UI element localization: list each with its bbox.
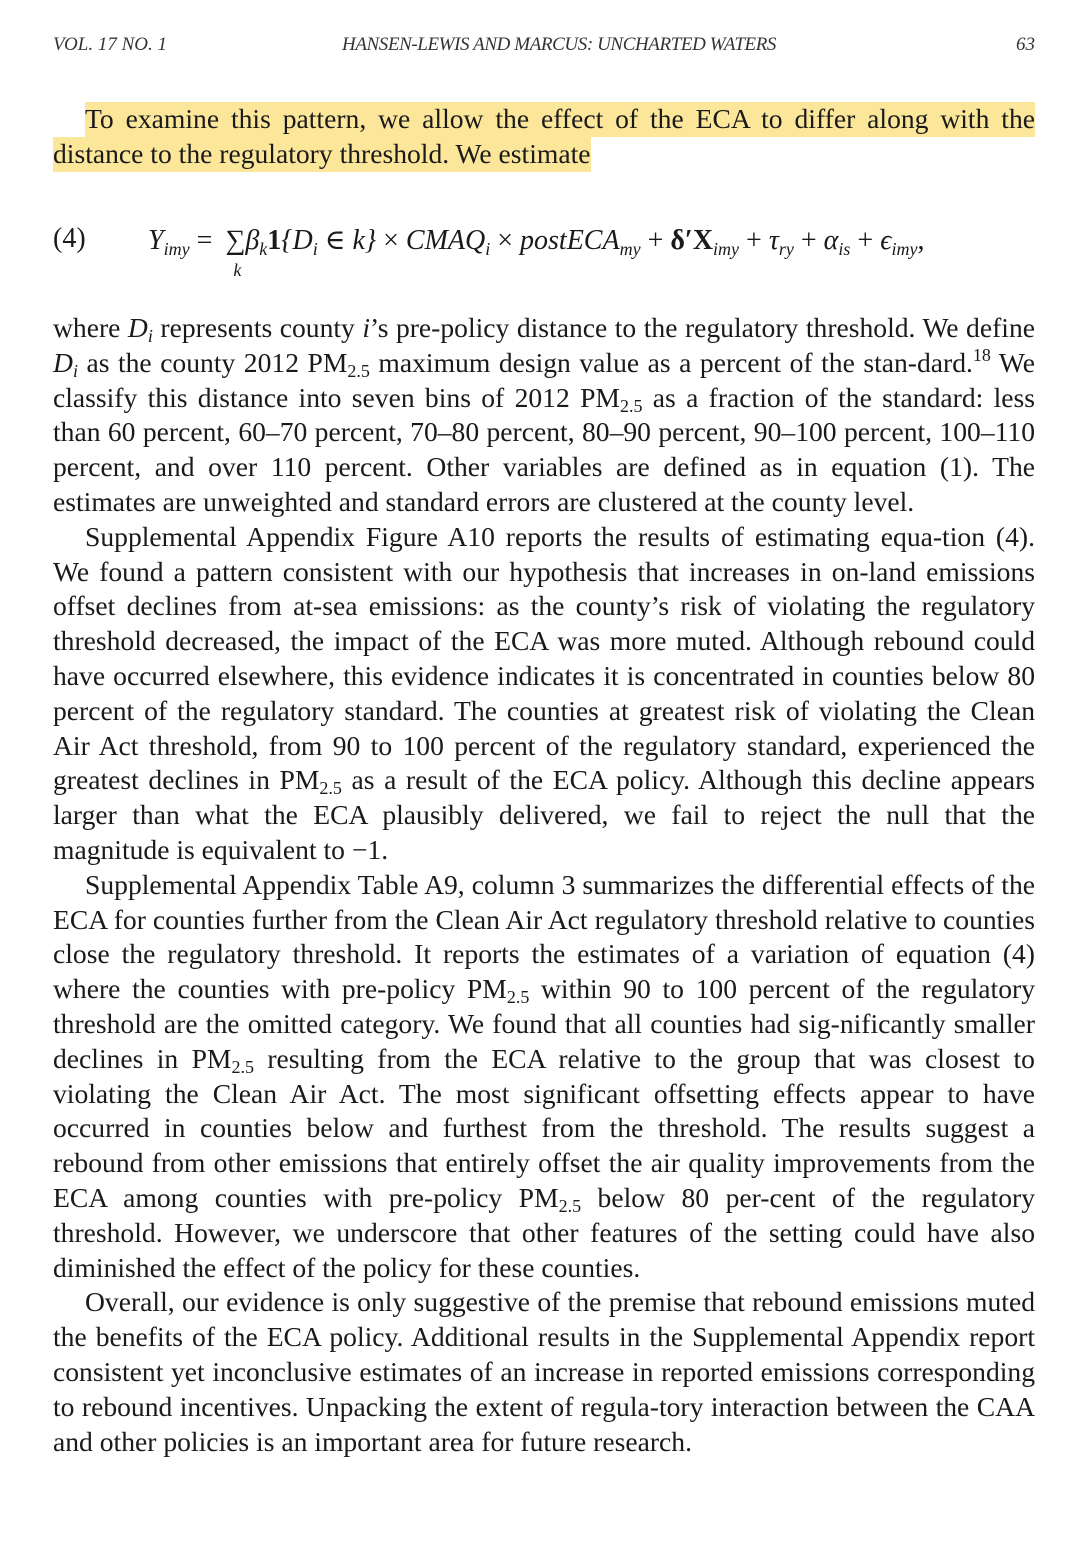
volume-label: VOL. 17 NO. 1 xyxy=(53,34,167,55)
paragraph-2: Supplemental Appendix Figure A10 reports the results of estimating equa-tion (4). We found a pattern consistent with our hypothesis that increases in on-land emissions offset declines from at-sea emissions: as the county’s risk of violating the regulatory threshold decreased, the impact of the ECA was more muted. Although rebound could have occurred elsewhere, this evidence indicates it is concentrated in counties below 80 percent of the regulatory standard. The counties at greatest risk of violating the Clean Air Act threshold, from 90 to 100 percent of the regulatory standard, experienced the greatest declines in $PM_{2.5}$ as a result of the ECA policy. Although this decline appears larger than what the ECA plausibly delivered, we fail to reject the null that the magnitude is equivalent to −1. xyxy=(53,520,1036,865)
main-text xyxy=(53,311,1035,1459)
equation-body: $Y_{imy}$ = ∑ k $\beta_k1\{D_i$ ∈ $k\} \times CMAQ_i$ × postECA$_{my}$ + $\delta'X_{imy} + \tau_{ry} + \alpha_{is} + \epsilon_{imy}$, xyxy=(148,225,925,280)
paragraph-4: Overall, our evidence is only suggestive of the premise that rebound emissions muted the benefits of the ECA policy. Additional results in the Supplemental Appendix report consistent yet inconclusive estimates of an increase in reported emissions corresponding to rebound incentives. Unpacking the extent of regula-tory interaction between the CAA and other policies is an important area for future research. xyxy=(53,1286,1035,1457)
paragraph-3: Supplemental Appendix Table A9, column 3 summarizes the differential effects of the ECA for counties further from the Clean Air Act regulatory threshold relative to counties close the regulatory threshold. It reports the estimates of a variation of equation (4) where the counties with pre-policy $PM_{2.5}$ within 90 to 100 percent of the regulatory threshold are the omitted category. We found that all counties had sig-nificantly smaller declines in $PM_{2.5}$ resulting from the ECA relative to the group that was closest to violating the Clean Air Act. The most significant offsetting effects appear to have occurred in counties below and furthest from the threshold. The results suggest a rebound from other emissions that entirely offset the air quality improvements from the ECA among counties with pre-policy $PM_{2.5}$ below 80 per-cent of the regulatory threshold. However, we underscore that other features of the setting could have also diminished the effect of the policy for these counties. xyxy=(53,868,1036,1283)
equation-4 xyxy=(53,216,1035,286)
footnote-marker: 18 xyxy=(972,344,991,365)
sum-operator: ∑ k xyxy=(225,225,246,280)
intro-paragraph xyxy=(53,102,1035,172)
equation-number: (4) xyxy=(53,223,86,254)
page-number: 63 xyxy=(1016,34,1035,55)
paragraph-1: where $D_i$ represents county i’s pre-policy distance to the regulatory threshold. We define $D_i$ as the county 2012 $PM_{2.5}$ maximum design value as a percent of the stan-dard.$^{18}$ We classify this distance into seven bins of 2012 $PM_{2.5}$ as a fraction of the standard: less than 60 percent, 60–70 percent, 70–80 percent, 80–90 percent, 90–100 percent, 100–110 percent, and over 110 percent. Other variables are defined as in equation (1). The estimates are unweighted and standard errors are clustered at the county level. xyxy=(53,312,1036,517)
running-title: HANSEN-LEWIS AND MARCUS: UNCHARTED WATERS xyxy=(342,34,777,55)
running-header xyxy=(53,34,1035,64)
highlighted-text[interactable]: To examine this pattern, we allow the effect of the ECA to differ along with the distance to the regulatory threshold. We estimate xyxy=(53,102,1035,172)
